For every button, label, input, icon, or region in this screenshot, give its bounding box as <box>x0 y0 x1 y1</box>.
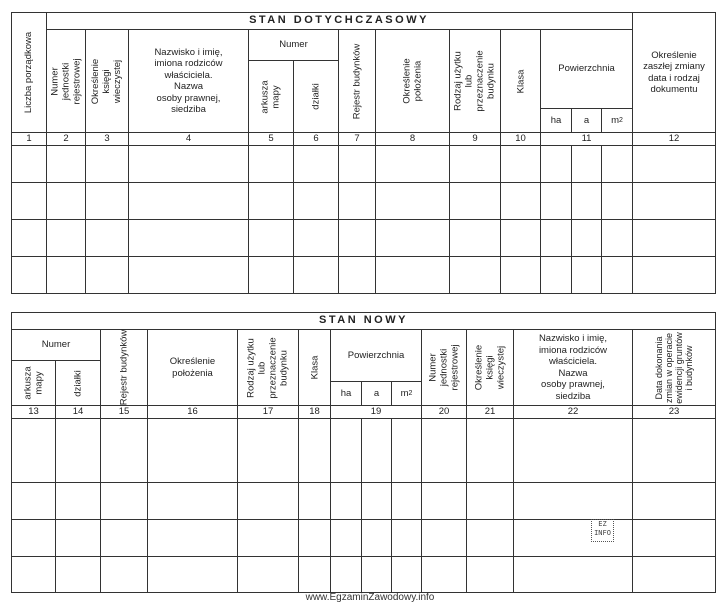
b-header-arkusza <box>12 361 55 405</box>
top-num-12: 12 <box>668 133 680 145</box>
b-header-ha: ha <box>340 387 352 399</box>
b-header-numer: Numer <box>41 339 71 351</box>
bottom-num-19: 19 <box>370 406 382 418</box>
b-header-nr-jedn <box>422 330 466 405</box>
b-header-ksiega-text: Określenie księgi wieczystej <box>473 344 507 391</box>
b-header-powierzchnia: Powierzchnia <box>347 349 405 361</box>
bottom-num-14: 14 <box>72 406 84 418</box>
bottom-title: STAN NOWY <box>319 314 408 327</box>
header-ksiega <box>86 30 128 132</box>
b-header-dzialki <box>56 361 100 405</box>
top-title: STAN DOTYCHCZASOWY <box>249 13 429 26</box>
header-dzialki-text: działki <box>310 83 322 110</box>
b-header-nazwisko: Nazwisko i imię, imiona rodziców właściciela. Nazwa osoby prawnej, siedziba <box>538 333 608 402</box>
header-rejestr <box>339 30 375 132</box>
top-num-9: 9 <box>472 133 478 145</box>
b-header-rodzaj-text: Rodzaj użytku lub przeznaczenie budynku <box>246 336 290 399</box>
b-header-arkusza-text: arkusza mapy <box>22 366 45 400</box>
header-dzialki <box>294 61 338 132</box>
top-num-10: 10 <box>515 133 526 145</box>
header-lp <box>12 13 46 132</box>
header-a: a <box>583 114 590 126</box>
b-header-klasa <box>299 330 330 405</box>
top-num-6: 6 <box>313 133 319 145</box>
header-lp-text: Liczba porządkowa <box>23 31 35 114</box>
bottom-num-17: 17 <box>262 406 274 418</box>
header-rodzaj <box>450 30 500 132</box>
header-ksiega-text: Określenie księgi wieczystej <box>90 58 124 104</box>
top-num-5: 5 <box>268 133 274 145</box>
header-nr-jedn-text: Numer jednostki rejestrowej <box>49 58 83 104</box>
bottom-num-21: 21 <box>484 406 496 418</box>
header-nr-jedn <box>47 30 85 132</box>
top-num-8: 8 <box>409 133 416 145</box>
header-rodzaj-text: Rodzaj użytku lub przeznaczenie budynku <box>453 50 497 112</box>
header-klasa <box>501 30 540 132</box>
top-num-3: 3 <box>104 133 110 145</box>
b-header-a: a <box>373 387 380 399</box>
bottom-num-23: 23 <box>668 406 680 418</box>
b-header-rodzaj <box>238 330 298 405</box>
header-ha: ha <box>550 114 562 126</box>
header-polozenie-text: Określenie położenia <box>401 58 424 104</box>
bottom-num-20: 20 <box>438 406 450 418</box>
b-header-m2-sup: 2 <box>408 389 413 397</box>
header-m2-base: m <box>611 114 619 126</box>
top-num-4: 4 <box>185 133 192 145</box>
bottom-num-15: 15 <box>118 406 130 418</box>
header-arkusza <box>249 61 293 132</box>
top-num-7: 7 <box>354 133 360 145</box>
b-header-ksiega <box>467 330 513 405</box>
b-header-rejestr <box>101 330 147 405</box>
b-header-dzialki-text: działki <box>72 369 84 397</box>
watermark-stamp: EZ INFO <box>591 519 614 542</box>
b-header-rejestr-text: Rejestr budynków <box>118 329 130 406</box>
header-klasa-text: Klasa <box>514 69 526 93</box>
b-header-data <box>633 330 715 405</box>
top-num-2: 2 <box>63 133 69 145</box>
header-numer: Numer <box>279 39 308 51</box>
header-m2-sup: 2 <box>619 116 623 124</box>
header-nazwisko: Nazwisko i imię, imiona rodziców właściciela. Nazwa osoby prawnej, siedziba <box>154 46 223 115</box>
footer-url[interactable]: www.EgzaminZawodowy.info <box>305 592 435 603</box>
header-rejestr-text: Rejestr budynków <box>351 43 363 119</box>
header-zmiana: Określenie zaszłej zmiany data i rodzaj dokumentu <box>643 49 705 95</box>
b-header-m2-base: m <box>400 387 409 399</box>
header-powierzchnia: Powierzchnia <box>558 63 615 75</box>
b-header-klasa-text: Klasa <box>308 355 320 380</box>
bottom-num-22: 22 <box>567 406 579 418</box>
bottom-num-13: 13 <box>28 406 39 418</box>
top-num-1: 1 <box>26 133 32 145</box>
b-header-m2 <box>392 382 421 405</box>
b-header-nr-jedn-text: Numer jednostki rejestrowej <box>427 344 461 391</box>
header-arkusza-text: arkusza mapy <box>259 79 282 114</box>
b-header-data-text: Data dokonania zmian w operacie ewidencji gruntów i budynków <box>653 331 694 404</box>
header-polozenie <box>376 30 449 132</box>
top-num-11: 11 <box>581 133 592 145</box>
header-m2 <box>602 109 632 132</box>
b-header-polozenie: Określenie położenia <box>169 356 216 379</box>
bottom-num-18: 18 <box>309 406 320 418</box>
bottom-num-16: 16 <box>187 406 198 418</box>
